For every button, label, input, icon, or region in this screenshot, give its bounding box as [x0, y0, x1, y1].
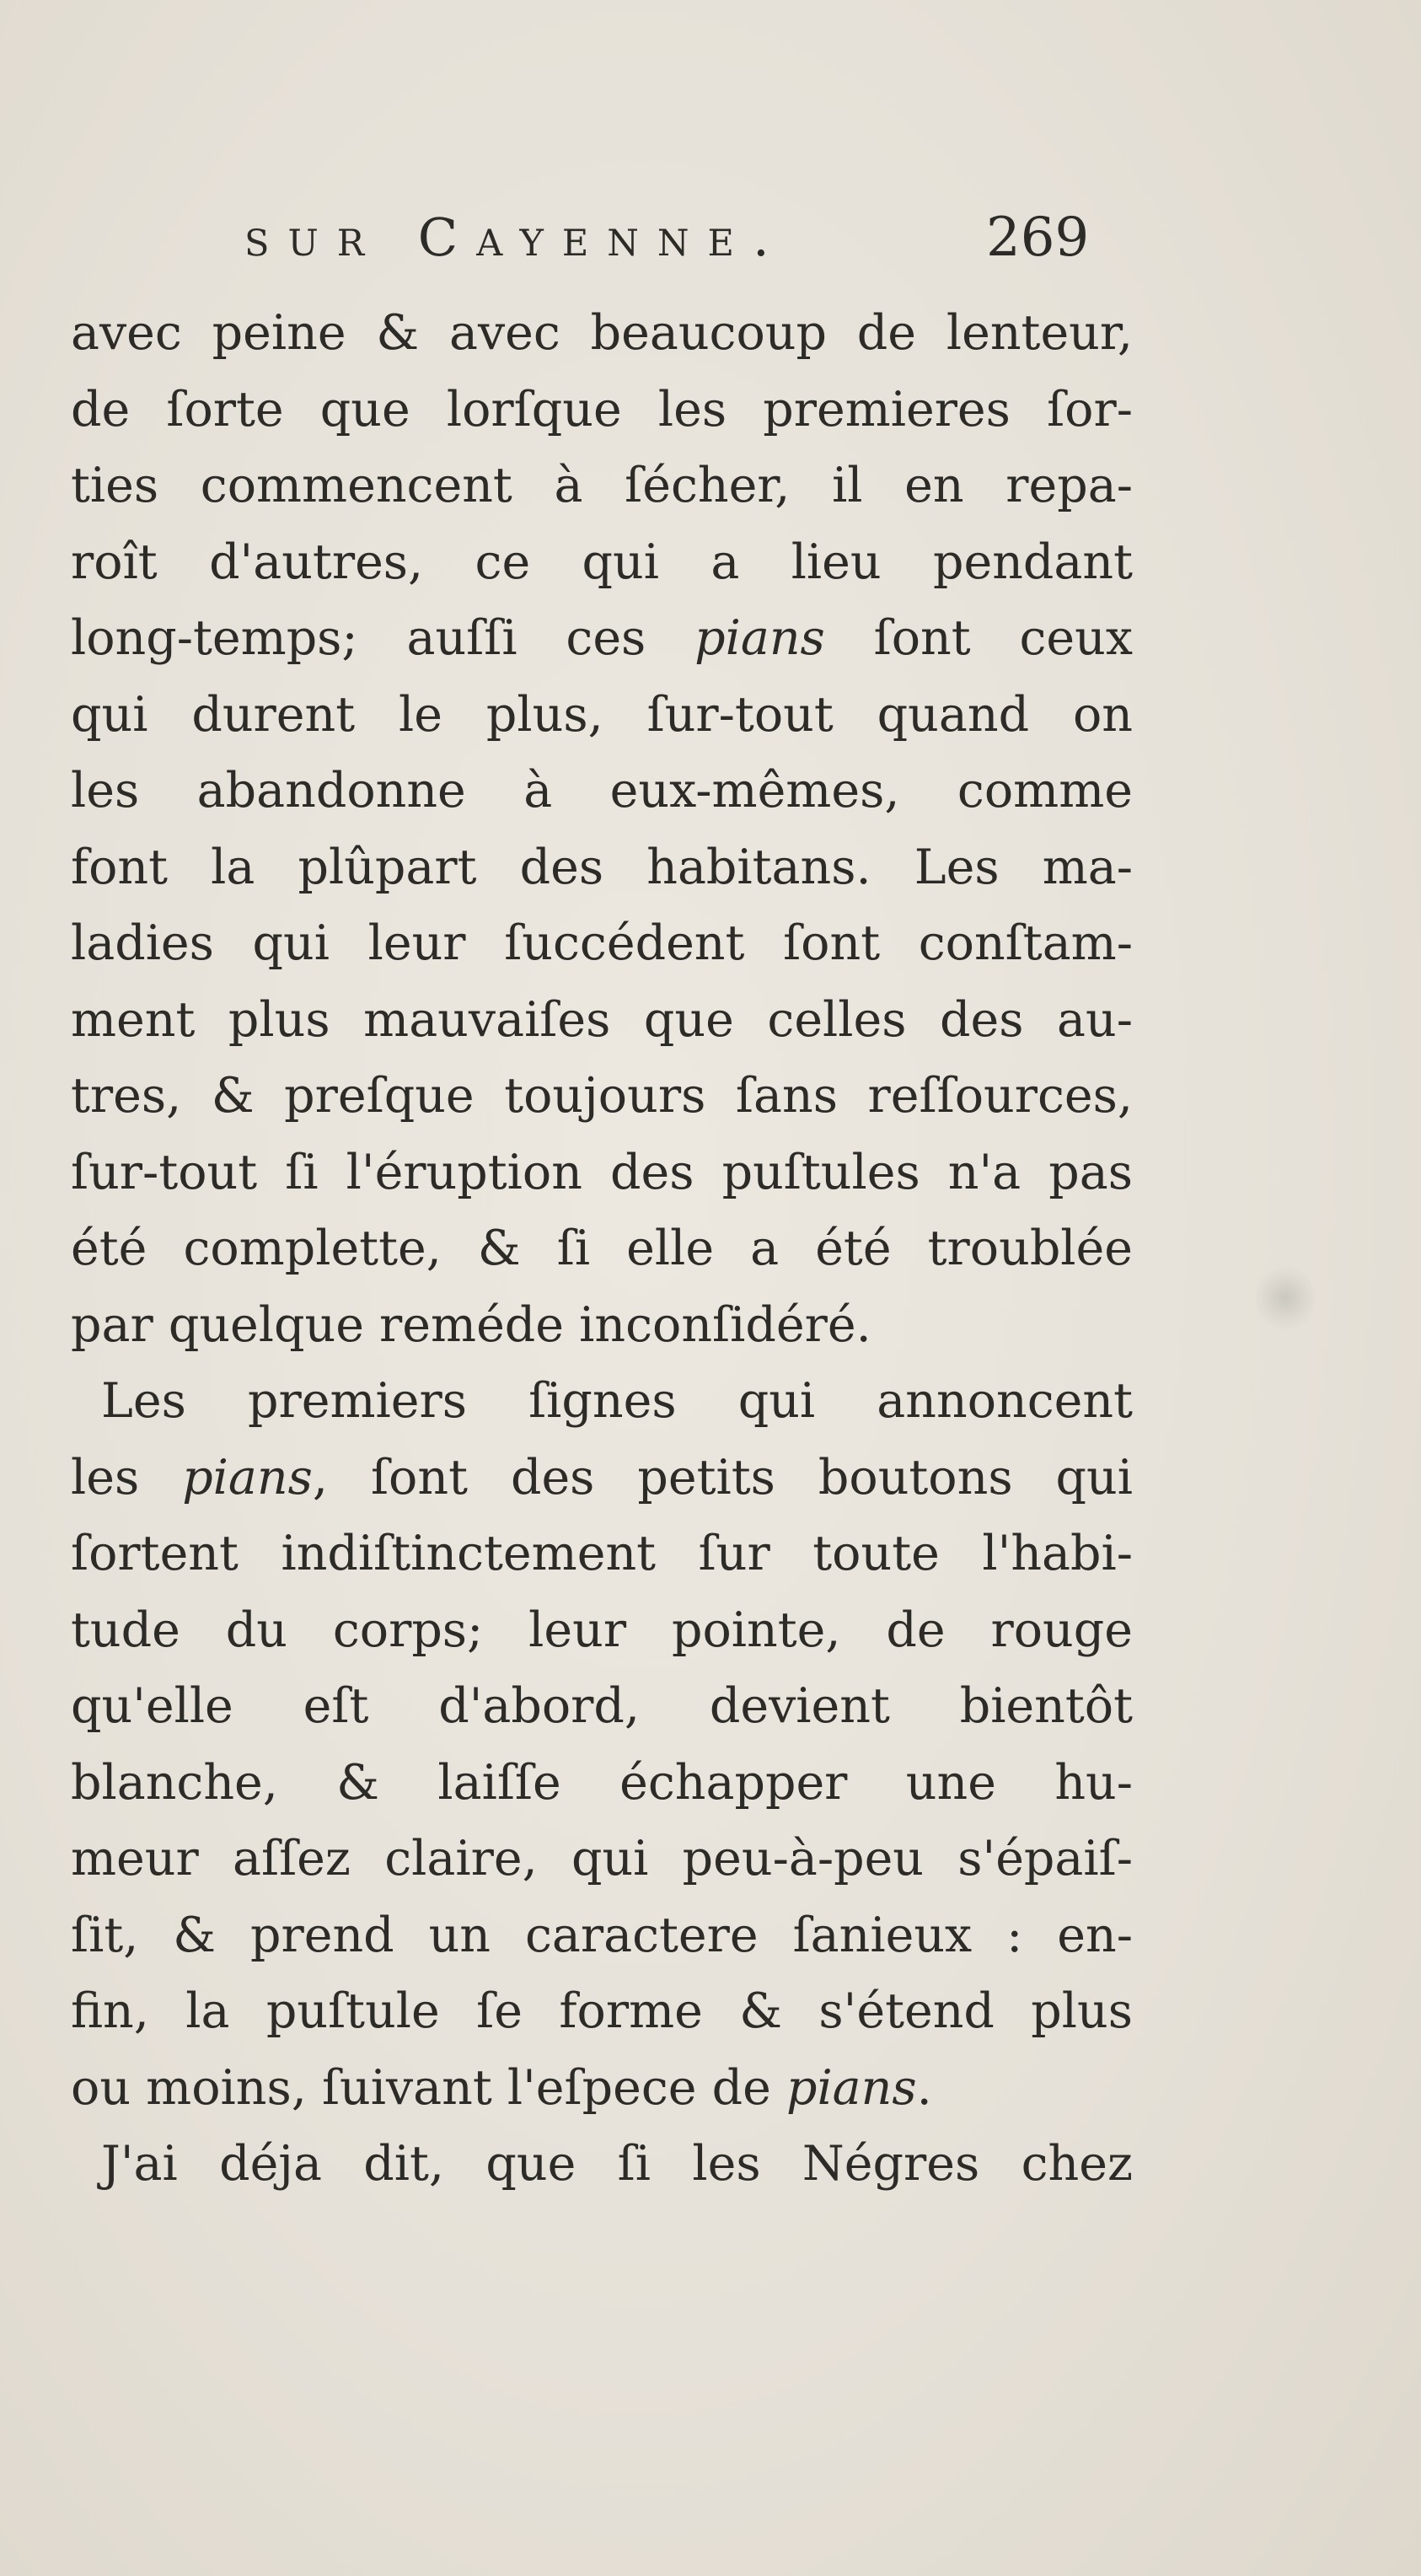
- text-line: tude du corps; leur pointe, de rouge: [71, 1602, 1133, 1658]
- text-line: qui durent le plus, ſur-tout quand on: [71, 686, 1133, 743]
- page-header: [0, 207, 1421, 282]
- paper-stain: [1256, 1264, 1315, 1332]
- text-line: ſortent indiſtinctement ſur toute l'habi-: [71, 1526, 1133, 1581]
- text-line: ſur-tout ſi l'éruption des puſtules n'a pas: [71, 1144, 1133, 1200]
- page-number: 269: [986, 207, 1090, 269]
- text-line: long-temps; auſſi ces pians ſont ceux: [71, 610, 1133, 666]
- text-line: été complette, & ſi elle a été troublée: [71, 1221, 1133, 1276]
- text-line: Les premiers ſignes qui annoncent: [101, 1373, 1133, 1429]
- text-line: ment plus mauvaiſes que celles des au-: [71, 991, 1133, 1048]
- body-text: [71, 295, 1133, 2203]
- text-line: tres, & preſque toujours ſans reſſources,: [71, 1068, 1133, 1124]
- text-line: blanche, & laiſſe échapper une hu-: [71, 1754, 1133, 1811]
- running-head: sur Cayenne.: [244, 207, 788, 268]
- text-line: par quelque reméde inconſidéré.: [71, 1296, 871, 1353]
- text-line: ſit, & prend un caractere ſanieux : en-: [71, 1907, 1133, 1963]
- text-line: meur aſſez claire, qui peu-à-peu s'épaiſ-: [71, 1831, 1133, 1886]
- text-line: roît d'autres, ce qui a lieu pendant: [71, 534, 1133, 590]
- text-line: ou moins, ſuivant l'eſpece de pians.: [71, 2059, 932, 2116]
- italic-word: pians: [694, 610, 825, 666]
- text-line: J'ai déja dit, que ſi les Négres chez: [101, 2136, 1133, 2192]
- text-line: fin, la puſtule ſe forme & s'étend plus: [71, 1983, 1133, 2039]
- text-line: avec peine & avec beaucoup de lenteur,: [71, 305, 1133, 361]
- text-line: les pians, ſont des petits boutons qui: [71, 1449, 1133, 1505]
- text-line: ladies qui leur ſuccédent ſont conſtam-: [71, 915, 1133, 971]
- text-line: les abandonne à eux-mêmes, comme: [71, 763, 1133, 818]
- text-line: font la plûpart des habitans. Les ma-: [71, 839, 1133, 895]
- text-line: qu'elle eſt d'abord, devient bientôt: [71, 1678, 1133, 1734]
- italic-word: pians: [182, 1449, 313, 1505]
- text-line: ties commencent à ſécher, il en repa-: [71, 458, 1133, 513]
- text-line: de ſorte que lorſque les premieres ſor-: [71, 381, 1133, 437]
- italic-word: pians: [786, 2059, 917, 2116]
